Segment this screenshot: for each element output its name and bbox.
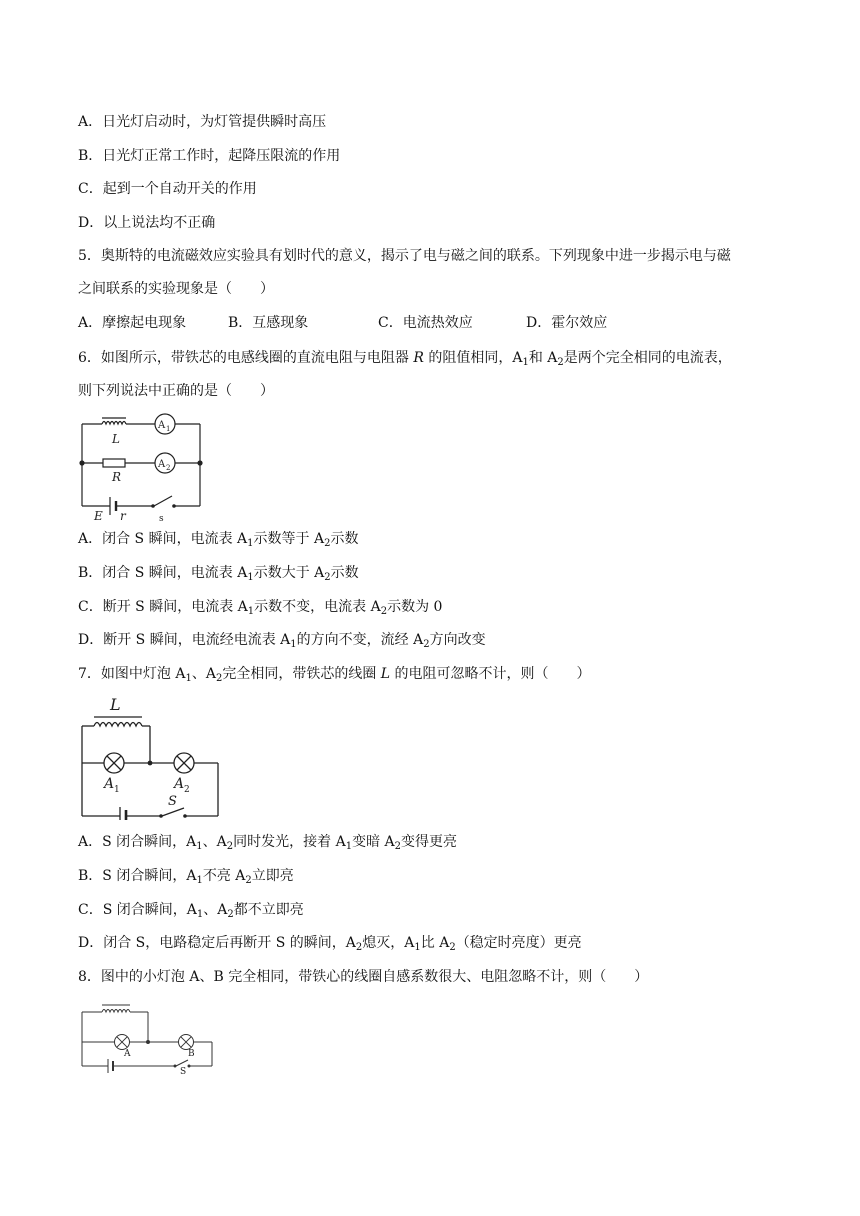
- q6-subscript: 1: [290, 639, 297, 650]
- q6-subscript: 2: [423, 639, 430, 650]
- q5-option-d: D．霍尔效应: [526, 315, 608, 331]
- q7-text: 、A: [191, 666, 216, 682]
- q5-option-b: B．互感现象: [228, 315, 309, 331]
- q8-label-switch: S: [180, 1067, 187, 1074]
- q7-text: 7．如图中灯泡 A: [78, 666, 186, 682]
- q6-option-text: 的方向不变，流经 A: [296, 632, 424, 648]
- q6-label-l: L: [112, 432, 120, 446]
- q6-subscript: 1: [247, 538, 254, 549]
- q6-subscript: 1: [247, 572, 254, 583]
- q6-option-text: B．闭合 S 瞬间，电流表 A: [78, 565, 248, 581]
- q8-stem: 8．图中的小灯泡 A、B 完全相同，带铁心的线圈自感系数很大、电阻忽略不计，则（ ）: [78, 969, 649, 985]
- q7-label-a2-sub: 2: [184, 785, 190, 795]
- q7-subscript: 1: [196, 909, 204, 920]
- q6-label-switch: s: [159, 514, 164, 522]
- q4-option-c: C．起到一个自动开关的作用: [78, 181, 257, 197]
- q8-circuit-diagram: [78, 996, 218, 1074]
- q6-symbol-r: R: [413, 350, 424, 366]
- q7-label-switch: S: [168, 794, 177, 809]
- q6-text: 和 A: [528, 350, 558, 366]
- q7-option-c: [78, 900, 304, 920]
- q4-option-b: B．日光灯正常工作时，起降压限流的作用: [78, 148, 341, 164]
- q4-option-a: A．日光灯启动时，为灯管提供瞬时高压: [78, 114, 327, 130]
- q7-text: 完全相同，带铁芯的线圈: [222, 666, 381, 682]
- q6-label-a2-sub: 2: [166, 464, 171, 472]
- q7-subscript: 1: [196, 875, 203, 886]
- q6-subscript: 2: [557, 357, 564, 368]
- q6-label-e: E: [94, 509, 103, 522]
- q6-option-text: A．闭合 S 瞬间，电流表 A: [78, 531, 248, 547]
- q7-option-text: 变得更亮: [401, 834, 458, 850]
- q4-option-d: D．以上说法均不正确: [78, 215, 216, 231]
- q6-option-text: 示数不变，电流表 A: [254, 599, 381, 615]
- q6-option-text: 示数为 0: [387, 599, 443, 615]
- q7-label-l: L: [110, 695, 121, 714]
- q7-label-a1: A: [104, 776, 115, 792]
- q7-subscript: 1: [185, 673, 192, 684]
- q8-label-lamp-a: A: [124, 1049, 131, 1059]
- q7-option-text: 变暗 A: [352, 834, 395, 850]
- q7-subscript: 2: [215, 673, 223, 684]
- q7-option-d: [78, 933, 582, 953]
- q7-option-text: 立即亮: [251, 868, 294, 884]
- q7-stem: [78, 664, 591, 684]
- q6-option-text: 方向改变: [429, 632, 486, 648]
- q6-label-a1-sub: 1: [166, 425, 171, 433]
- q7-label-a2: A: [174, 776, 185, 792]
- q6-stem-line1: [78, 348, 732, 368]
- q6-text: 是两个完全相同的电流表，: [563, 350, 732, 366]
- q7-option-text: 、A: [203, 902, 228, 918]
- q6-subscript: 1: [247, 606, 255, 617]
- q6-label-a1: A: [158, 420, 166, 431]
- q7-option-text: 比 A: [420, 935, 450, 951]
- q7-subscript: 2: [227, 909, 234, 920]
- q6-option-text: D．断开 S 瞬间，电流经电流表 A: [78, 632, 291, 648]
- q7-option-text: D．闭合 S，电路稳定后再断开 S 的瞬间，A: [78, 935, 356, 951]
- q6-subscript: 2: [324, 538, 331, 549]
- q7-subscript: 1: [345, 841, 353, 852]
- q7-option-text: C．S 闭合瞬间，A: [78, 902, 197, 918]
- q6-stem-line2: 则下列说法中正确的是（ ）: [78, 383, 274, 399]
- q5-option-a: A．摩擦起电现象: [78, 315, 187, 331]
- q7-option-text: 都不立即亮: [233, 902, 304, 918]
- q7-option-text: 、A: [202, 834, 227, 850]
- q7-circuit-diagram: [76, 692, 226, 820]
- q6-option-text: 示数: [330, 565, 359, 581]
- q6-subscript: 2: [380, 606, 388, 617]
- q7-subscript: 2: [394, 841, 402, 852]
- q7-subscript: 2: [449, 942, 456, 953]
- q6-label-r: R: [112, 470, 122, 484]
- q7-option-text: 不亮 A: [202, 868, 246, 884]
- q5-option-c: C．电流热效应: [378, 315, 473, 331]
- q7-option-a: [78, 832, 457, 852]
- q6-option-a: [78, 529, 358, 549]
- q6-option-b: [78, 563, 359, 583]
- q6-subscript: 2: [324, 572, 331, 583]
- q6-option-text: C．断开 S 瞬间，电流表 A: [78, 599, 248, 615]
- q6-option-d: [78, 630, 486, 650]
- q7-option-text: （稳定时亮度）更亮: [455, 935, 582, 951]
- q6-option-c: [78, 597, 442, 617]
- q8-label-lamp-b: B: [188, 1049, 195, 1059]
- q7-symbol-l: L: [380, 666, 391, 682]
- q5-stem-line1: 5．奥斯特的电流磁效应实验具有划时代的意义，揭示了电与磁之间的联系。下列现象中进一步揭示电与磁: [78, 248, 731, 264]
- q6-label-a2: A: [158, 459, 166, 470]
- q7-subscript: 2: [226, 841, 234, 852]
- q6-label-internal-r: r: [120, 509, 126, 522]
- q7-subscript: 1: [414, 942, 421, 953]
- q6-text: 的阻值相同，A: [423, 350, 523, 366]
- q6-circuit-diagram: [76, 410, 208, 522]
- q6-option-text: 示数大于 A: [253, 565, 325, 581]
- q7-option-text: 同时发光，接着 A: [233, 834, 346, 850]
- q6-text: 6．如图所示，带铁芯的电感线圈的直流电阻与电阻器: [78, 350, 414, 366]
- q7-subscript: 2: [245, 875, 252, 886]
- q7-text: 的电阻可忽略不计，则（ ）: [390, 666, 591, 682]
- q7-option-b: [78, 866, 294, 886]
- q7-subscript: 2: [355, 942, 363, 953]
- q6-subscript: 1: [522, 357, 529, 368]
- q7-option-text: B．S 闭合瞬间，A: [78, 868, 197, 884]
- q5-stem-line2: 之间联系的实验现象是（ ）: [78, 281, 274, 297]
- q6-option-text: 示数: [330, 531, 359, 547]
- q7-option-text: A．S 闭合瞬间，A: [78, 834, 197, 850]
- q6-option-text: 示数等于 A: [253, 531, 325, 547]
- q7-label-a1-sub: 1: [114, 785, 120, 795]
- q5-options: [78, 313, 607, 333]
- q7-subscript: 1: [196, 841, 203, 852]
- q7-option-text: 熄灭，A: [362, 935, 415, 951]
